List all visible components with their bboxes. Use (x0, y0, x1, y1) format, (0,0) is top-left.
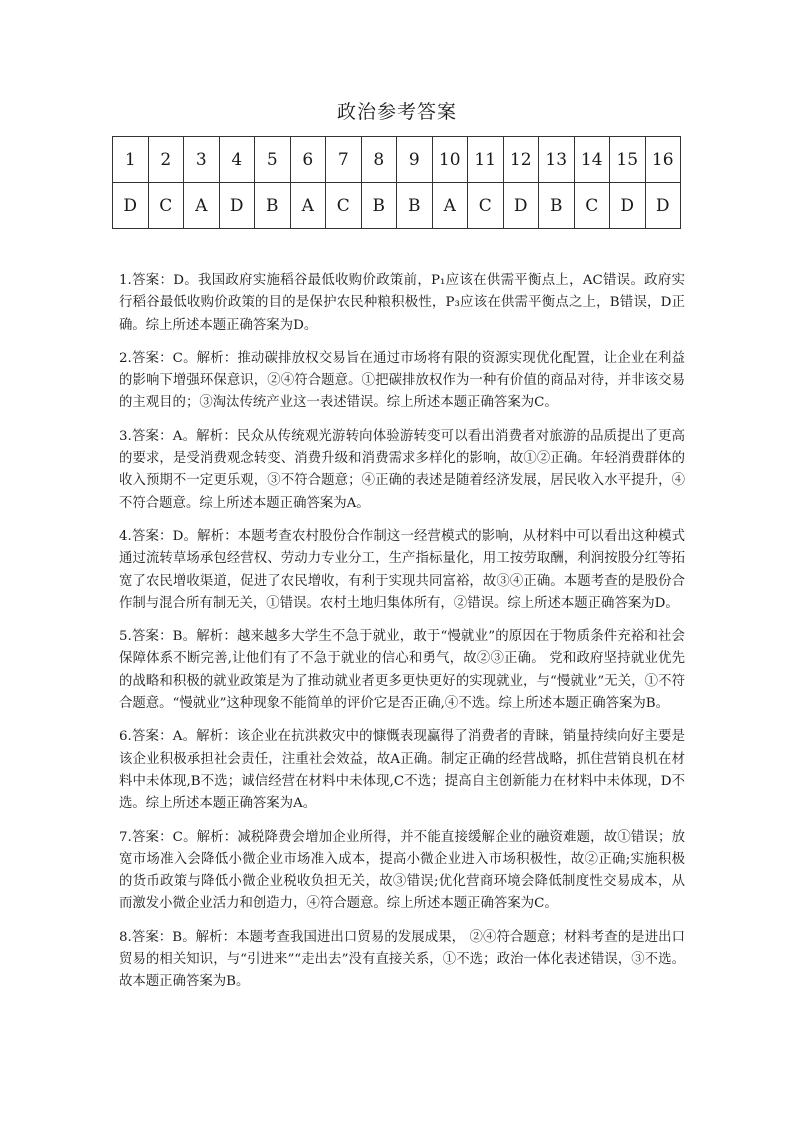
question-number-cell: 7 (326, 137, 362, 183)
answer-cell: C (574, 183, 610, 229)
explanation-paragraph-6: 6.答案：A。解析：该企业在抗洪救灾中的慷慨表现赢得了消费者的青睐，销量持续向好主要是该企业积极承担社会责任，注重社会效益，故A正确。制定正确的经营战略，抓住营销良机在材料中未体现,B不选；诚信经营在材料中未体现,C不选；提高自主创新能力在材料中未体现，D不选。综上所述本题正确答案为A。 (119, 729, 685, 812)
answer-cell: A (432, 183, 468, 229)
explanation-paragraph-5: 5.答案：B。解析：越来越多大学生不急于就业，敢于“慢就业”的原因在于物质条件充裕和社会保障体系不断完善,让他们有了不急于就业的信心和勇气，故②③正确。 党和政府坚持就业优先的战略和积极的就业政策是为了推动就业者更多更快更好的实现就业，与“慢就业”无关，①不符合题意。“慢就业”这种现象不能简单的评价它是否正确,④不选。综上所述本题正确答案为B。 (119, 629, 685, 712)
question-number-cell: 8 (361, 137, 397, 183)
answer-cell: A (184, 183, 220, 229)
answer-table (112, 136, 681, 229)
explanation-paragraph-4: 4.答案：D。解析：本题考查农村股份合作制这一经营模式的影响，从材料中可以看出这种模式通过流转草场承包经营权、劳动力专业分工，生产指标量化，用工按劳取酬，利润按股分红等拓宽了农民增收渠道，促进了农民增收，有利于实现共同富裕，故③④正确。本题考查的是股份合作制与混合所有制无关，①错误。农村土地归集体所有，②错误。综上所述本题正确答案为D。 (119, 528, 685, 611)
explanation-paragraph-8: 8.答案：B。解析：本题考查我国进出口贸易的发展成果， ②④符合题意；材料考查的是进出口贸易的相关知识，与“引进来”“走出去”没有直接关系，①不选；政治一体化表述错误，③不选。故本题正确答案为B。 (119, 929, 685, 990)
explanation-paragraph-3: 3.答案：A。解析：民众从传统观光游转向体验游转变可以看出消费者对旅游的品质提出了更高的要求，是受消费观念转变、消费升级和消费需求多样化的影响，故①②正确。年轻消费群体的收入预期不一定更乐观，③不符合题意；④正确的表述是随着经济发展，居民收入水平提升，④不符合题意。综上所述本题正确答案为A。 (119, 428, 685, 511)
explanations-section (119, 270, 685, 1005)
question-number-cell: 3 (184, 137, 220, 183)
explanation-paragraph-2: 2.答案：C。解析：推动碳排放权交易旨在通过市场将有限的资源实现优化配置，让企业在利益的影响下增强环保意识，②④符合题意。①把碳排放权作为一种有价值的商品对待，并非该交易的主观目的；③淘汰传统产业这一表述错误。综上所述本题正确答案为C。 (119, 350, 685, 411)
question-number-cell: 12 (503, 137, 539, 183)
answer-cell: D (503, 183, 539, 229)
answer-cell: D (219, 183, 255, 229)
answer-cell: B (361, 183, 397, 229)
answer-cell: C (326, 183, 362, 229)
explanation-paragraph-7: 7.答案：C。解析：减税降费会增加企业所得，并不能直接缓解企业的融资难题，故①错误；放宽市场准入会降低小微企业市场准入成本，提高小微企业进入市场积极性，故②正确;实施积极的货币政策与降低小微企业税收负担无关，故③错误;优化营商环境会降低制度性交易成本，从而激发小微企业活力和创造力，④符合题意。综上所述本题正确答案为C。 (119, 829, 685, 912)
answer-cell: B (397, 183, 433, 229)
answer-cell: A (290, 183, 326, 229)
question-number-cell: 4 (219, 137, 255, 183)
answer-cell: C (468, 183, 504, 229)
answer-cell: B (255, 183, 291, 229)
answer-table-answer-row (113, 183, 681, 229)
question-number-cell: 6 (290, 137, 326, 183)
question-number-cell: 13 (539, 137, 575, 183)
question-number-cell: 10 (432, 137, 468, 183)
answer-cell: D (610, 183, 646, 229)
answer-cell: D (645, 183, 681, 229)
page-title: 政治参考答案 (336, 101, 457, 123)
answer-table-number-row (113, 137, 681, 183)
question-number-cell: 16 (645, 137, 681, 183)
question-number-cell: 5 (255, 137, 291, 183)
explanation-paragraph-1: 1.答案：D。我国政府实施稻谷最低收购价政策前，P₁应该在供需平衡点上，AC错误。政府实行稻谷最低收购价政策的目的是保护农民种粮积极性，P₃应该在供需平衡点之上，B错误，D正确。综上所述本题正确答案为D。 (119, 273, 685, 333)
answer-cell: D (113, 183, 149, 229)
answer-cell: C (148, 183, 184, 229)
question-number-cell: 15 (610, 137, 646, 183)
question-number-cell: 2 (148, 137, 184, 183)
question-number-cell: 14 (574, 137, 610, 183)
question-number-cell: 9 (397, 137, 433, 183)
answer-cell: B (539, 183, 575, 229)
question-number-cell: 1 (113, 137, 149, 183)
question-number-cell: 11 (468, 137, 504, 183)
